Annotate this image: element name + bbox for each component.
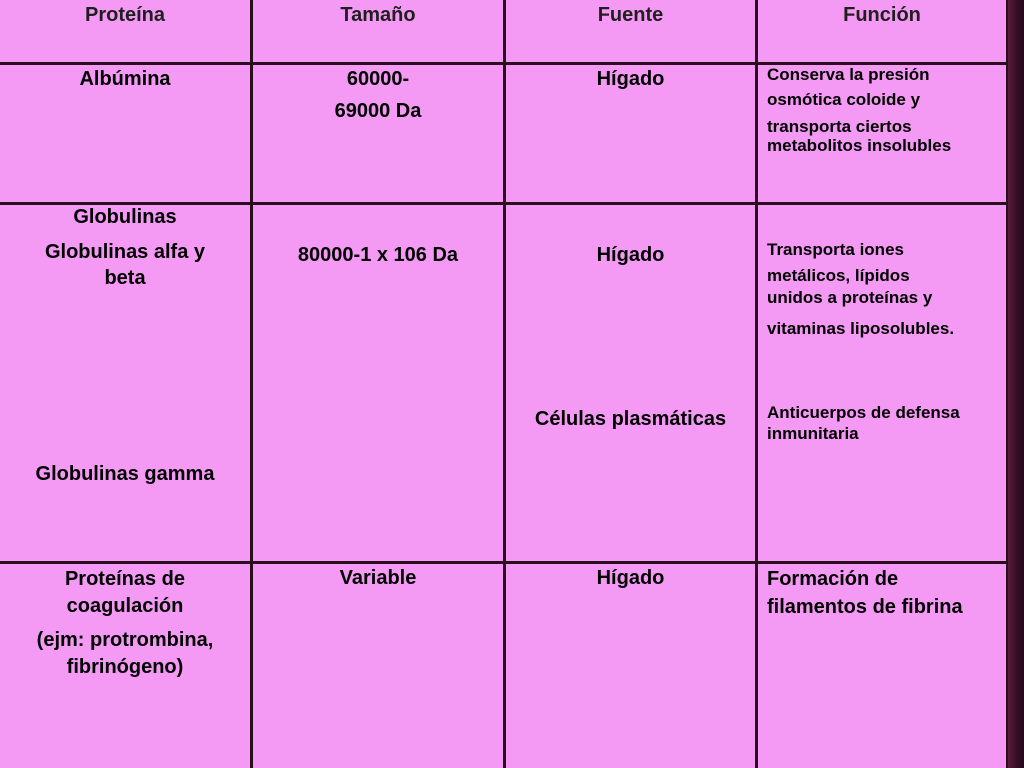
function-line: inmunitaria <box>767 424 859 443</box>
row-albumina-protein <box>0 65 250 202</box>
size-line: 80000-1 x 106 Da <box>297 244 459 266</box>
function-line: Formación de <box>767 568 899 590</box>
function-line: vitaminas liposolubles. <box>767 319 955 338</box>
source-text: Hígado <box>596 68 665 90</box>
slide-side-stripe <box>1008 0 1024 768</box>
function-line: Anticuerpos de defensa <box>767 403 960 422</box>
header-size <box>253 0 503 62</box>
function-line: unidos a proteínas y <box>767 288 933 307</box>
header-protein <box>0 0 250 62</box>
protein-subtype: Globulinas gamma <box>35 463 215 485</box>
protein-name: Globulinas <box>73 206 177 228</box>
row-albumina-size <box>253 65 503 202</box>
row-globulinas-function <box>758 205 1006 561</box>
header-source <box>506 0 755 62</box>
row-coagulacion-function <box>758 564 1006 768</box>
protein-name: Proteínas de <box>64 568 186 590</box>
row-albumina-source <box>506 65 755 202</box>
protein-example: (ejm: protrombina, <box>36 629 214 651</box>
protein-example: fibrinógeno) <box>66 656 184 678</box>
function-line: metabolitos insolubles <box>767 136 952 155</box>
size-line: 69000 Da <box>334 100 422 122</box>
row-coagulacion-source <box>506 564 755 768</box>
protein-subtype: beta <box>104 267 146 289</box>
protein-name: coagulación <box>66 595 184 617</box>
protein-subtype: Globulinas alfa y <box>44 241 206 263</box>
row-coagulacion-protein <box>0 564 250 768</box>
function-line: metálicos, lípidos <box>767 266 910 285</box>
header-protein-label: Proteína <box>84 4 166 26</box>
protein-name: Albúmina <box>79 68 171 90</box>
row-coagulacion-size <box>253 564 503 768</box>
size-line: Variable <box>339 567 417 589</box>
header-source-label: Fuente <box>597 4 664 26</box>
function-line: transporta ciertos <box>767 117 912 136</box>
function-line: osmótica coloide y <box>767 90 921 109</box>
source-text: Células plasmáticas <box>534 408 727 430</box>
row-globulinas-source <box>506 205 755 561</box>
row-globulinas-protein <box>0 205 250 561</box>
function-line: Transporta iones <box>767 240 904 259</box>
source-text: Hígado <box>596 244 665 266</box>
header-size-label: Tamaño <box>340 4 416 26</box>
header-function-label: Función <box>843 4 921 26</box>
source-text: Hígado <box>596 567 665 589</box>
function-line: filamentos de fibrina <box>767 596 963 618</box>
function-line: Conserva la presión <box>767 65 930 84</box>
header-function <box>758 0 1006 62</box>
size-line: 60000- <box>346 68 410 90</box>
row-albumina-function <box>758 65 1006 202</box>
row-globulinas-size <box>253 205 503 561</box>
